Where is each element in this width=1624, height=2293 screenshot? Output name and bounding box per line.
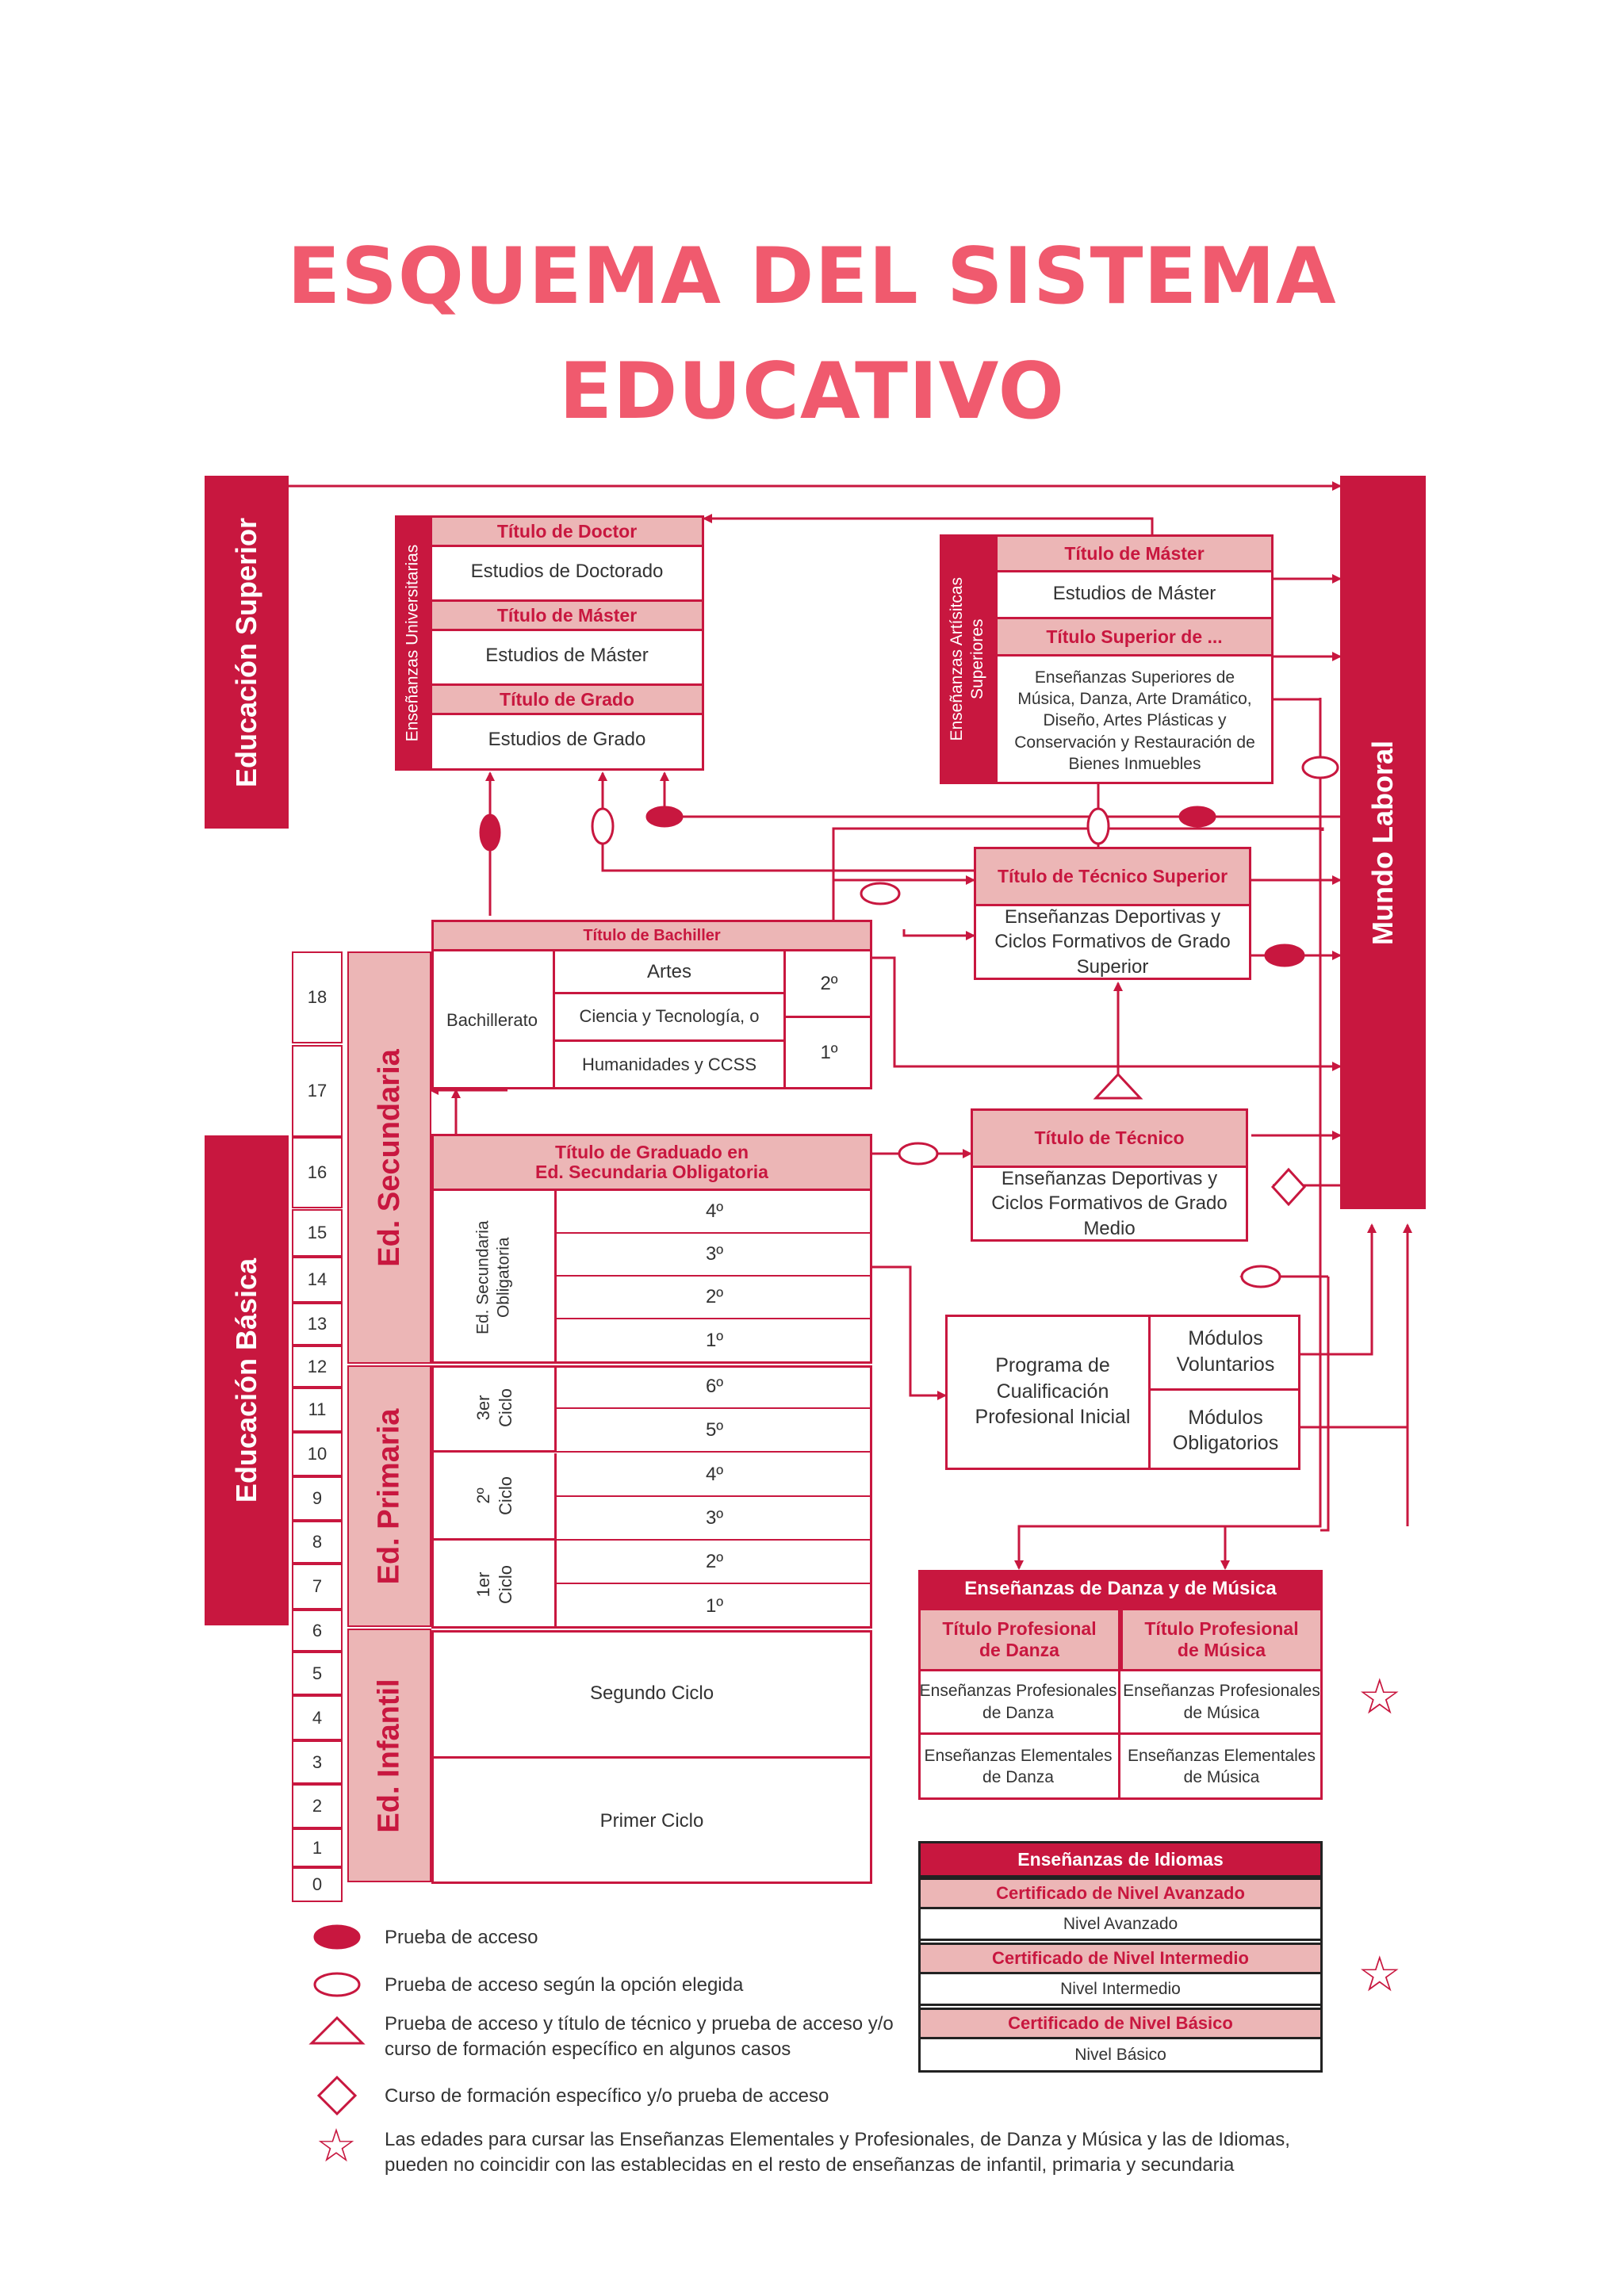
primaria-course: 1º bbox=[705, 1594, 724, 1617]
pcpi-modulos-obligatorios: Módulos Obligatorios bbox=[1148, 1391, 1300, 1470]
age-cell: 4 bbox=[292, 1695, 343, 1740]
primaria-course: 6º bbox=[557, 1365, 872, 1409]
idiomas-certificado: Certificado de Nivel Básico bbox=[918, 2008, 1323, 2039]
bach-course-2: 2º bbox=[783, 951, 872, 1018]
ensenanzas-profesionales-danza: Enseñanzas Profesionales de Danza bbox=[918, 1671, 1120, 1735]
infantil-primer-ciclo: Primer Ciclo bbox=[599, 1810, 704, 1832]
primaria-cycle-line2: Ciclo bbox=[495, 1564, 515, 1604]
idiomas-certificado: Certificado de Nivel Avanzado bbox=[918, 1878, 1323, 1909]
line-tec-sup-route bbox=[603, 847, 979, 871]
titulo-bachiller-header: Título de Bachiller bbox=[431, 920, 872, 951]
mundo-laboral-label: Mundo Laboral bbox=[1366, 740, 1400, 945]
opcion-symbol-pcpi bbox=[1242, 1266, 1280, 1287]
age-cell: 2 bbox=[292, 1784, 343, 1828]
titulo-graduado-line1: Título de Graduado en bbox=[554, 1141, 749, 1162]
line-pcpi-obl bbox=[1300, 1225, 1408, 1427]
ed-secundaria-label: Ed. Secundaria bbox=[372, 1048, 406, 1267]
pcpi-modulos-voluntarios: Módulos Voluntarios bbox=[1148, 1315, 1300, 1391]
triangle-symbol-tecnico bbox=[1096, 1074, 1140, 1098]
ed-primaria-band bbox=[347, 1365, 431, 1627]
age-cell: 8 bbox=[292, 1521, 343, 1564]
line-master-art-to-doctor bbox=[704, 519, 1152, 534]
age-cell: 9 bbox=[292, 1476, 343, 1521]
primaria-course: 4º bbox=[557, 1453, 872, 1497]
ed-infantil-label: Ed. Infantil bbox=[372, 1678, 406, 1833]
tecnico-superior-text: Enseñanzas Deportivas y Ciclos Formativos de Grado Superior bbox=[994, 906, 1231, 978]
primaria-cycle-line1: 1er bbox=[473, 1571, 493, 1597]
bach-option-humanidades: Humanidades y CCSS bbox=[581, 1054, 757, 1074]
educacion-basica-band bbox=[205, 1135, 289, 1625]
idiomas-header: Enseñanzas de Idiomas bbox=[918, 1841, 1323, 1878]
estudios-doctorado: Estudios de Doctorado bbox=[470, 561, 664, 583]
idiomas-nivel: Nivel Intermedio bbox=[918, 1974, 1323, 2006]
ed-primaria-label: Ed. Primaria bbox=[372, 1408, 406, 1584]
universitarias-side-label: Enseñanzas Universitarias bbox=[403, 544, 421, 742]
primaria-course: 2º bbox=[557, 1541, 872, 1584]
age-cell: 18 bbox=[292, 951, 343, 1043]
titulo-master-uni-header: Título de Máster bbox=[430, 599, 704, 631]
infantil-segundo-ciclo: Segundo Ciclo bbox=[431, 1630, 872, 1759]
ed-secundaria-band bbox=[347, 951, 431, 1364]
page-title-line2: EDUCATIVO bbox=[559, 346, 1065, 437]
titulo-grado-header: Título de Grado bbox=[430, 683, 704, 715]
artisticas-side-label-2: Superiores bbox=[968, 618, 987, 700]
age-cell: 16 bbox=[292, 1137, 343, 1208]
age-cell: 15 bbox=[292, 1209, 343, 1257]
opcion-symbol-grado bbox=[592, 809, 613, 844]
pcpi-label: Programa de Cualificación Profesional Inicial bbox=[975, 1354, 1131, 1429]
ensenanzas-elementales-musica: Enseñanzas Elementales de Música bbox=[1128, 1746, 1316, 1786]
ensenanzas-superiores-text: Enseñanzas Superiores de Música, Danza, Arte Dramático, Diseño, Artes Plásticas y Conservación y Restauración de Bienes Inmuebles bbox=[1014, 668, 1255, 773]
tecnico-text: Enseñanzas Deportivas y Ciclos Formativos de Grado Medio bbox=[991, 1168, 1228, 1239]
tecnico-header: Título de Técnico bbox=[971, 1108, 1248, 1168]
idiomas-nivel: Nivel Avanzado bbox=[918, 1909, 1323, 1941]
primaria-cycle-line2: Ciclo bbox=[495, 1388, 515, 1427]
bach-course-1: 1º bbox=[783, 1018, 872, 1088]
primaria-cycle-line1: 2º bbox=[473, 1487, 493, 1504]
primaria-course: 3º bbox=[557, 1497, 872, 1541]
eso-side-line1: Ed. Secundaria bbox=[473, 1220, 492, 1334]
legend-triangulo-text: Prueba de acceso y título de técnico y prueba de acceso y/o curso de formación específico en algunos casos bbox=[385, 2013, 894, 2061]
titulo-graduado-line2: Ed. Secundaria Obligatoria bbox=[535, 1162, 768, 1182]
line-pcpi-vol bbox=[1300, 1225, 1372, 1354]
prueba-acceso-symbol-art2 bbox=[1180, 807, 1215, 826]
educacion-basica-label: Educación Básica bbox=[230, 1258, 263, 1503]
educacion-superior-band bbox=[205, 476, 289, 829]
primaria-course: 5º bbox=[557, 1409, 872, 1453]
titulo-graduado-header bbox=[431, 1134, 872, 1191]
page-title-line1: ESQUEMA DEL SISTEMA bbox=[287, 232, 1337, 322]
star-icon-idiomas: ☆ bbox=[1358, 1947, 1402, 2002]
age-cell: 3 bbox=[292, 1740, 343, 1784]
age-cell: 12 bbox=[292, 1346, 343, 1388]
opcion-symbol-art bbox=[1088, 809, 1109, 844]
primaria-cycle-label-box bbox=[434, 1453, 557, 1541]
legend-star-icon: ☆ bbox=[316, 2120, 357, 2172]
legend-prueba-symbol bbox=[315, 1926, 359, 1948]
bachillerato-label: Bachillerato bbox=[431, 951, 555, 1089]
star-icon-danza: ☆ bbox=[1358, 1670, 1402, 1725]
opcion-symbol-eso bbox=[899, 1143, 937, 1164]
age-cell: 1 bbox=[292, 1828, 343, 1867]
danza-musica-header: Enseñanzas de Danza y de Música bbox=[918, 1570, 1323, 1608]
legend-estrella-text: Las edades para cursar las Enseñanzas Elementales y Profesionales, de Danza y Música y las de Idiomas, pueden no coincidir con las establecidas en el resto de enseñanzas de infantil, primaria y secundaria bbox=[385, 2129, 1290, 2176]
age-cell: 11 bbox=[292, 1388, 343, 1432]
titulo-profesional-musica: Título Profesional de Música bbox=[1120, 1608, 1323, 1671]
ensenanzas-elementales-danza: Enseñanzas Elementales de Danza bbox=[918, 1735, 1120, 1798]
line-bach-to-tecsup bbox=[904, 929, 974, 936]
primaria-cycle-label-box bbox=[434, 1365, 557, 1453]
educacion-superior-label: Educación Superior bbox=[230, 517, 263, 787]
idiomas-nivel: Nivel Básico bbox=[1074, 2046, 1166, 2065]
legend-triangle-symbol bbox=[312, 2018, 362, 2043]
age-cell: 10 bbox=[292, 1432, 343, 1476]
titulo-profesional-danza: Título Profesional de Danza bbox=[918, 1608, 1120, 1671]
titulo-master-art-header: Título de Máster bbox=[995, 534, 1274, 572]
opcion-symbol-art-sup bbox=[1303, 757, 1338, 778]
line-eso-to-pcpi bbox=[871, 1267, 945, 1395]
idiomas-certificado: Certificado de Nivel Intermedio bbox=[918, 1943, 1323, 1974]
primaria-cycle-line1: 3er bbox=[473, 1395, 493, 1421]
titulo-superior-header: Título Superior de ... bbox=[995, 617, 1274, 657]
age-cell: 14 bbox=[292, 1257, 343, 1303]
rombo-symbol-tecnico bbox=[1273, 1169, 1304, 1204]
ensenanzas-profesionales-musica: Enseñanzas Profesionales de Música bbox=[1120, 1671, 1323, 1735]
age-cell: 5 bbox=[292, 1652, 343, 1695]
eso-course-3: 3º bbox=[557, 1234, 872, 1277]
tecnico-superior-header: Título de Técnico Superior bbox=[974, 847, 1251, 906]
estudios-master-uni: Estudios de Máster bbox=[485, 645, 649, 667]
eso-course-2: 2º bbox=[557, 1277, 872, 1319]
age-cell: 7 bbox=[292, 1564, 343, 1610]
artisticas-side-label-1: Enseñanzas Artísitcas bbox=[947, 577, 966, 741]
bach-option-artes: Artes bbox=[555, 951, 783, 994]
legend-rombo-text: Curso de formación específico y/o prueba de acceso bbox=[385, 2085, 829, 2107]
age-cell: 6 bbox=[292, 1610, 343, 1652]
artisticas-side bbox=[940, 534, 995, 784]
eso-side-label-box bbox=[434, 1191, 557, 1364]
age-cell: 0 bbox=[292, 1867, 343, 1902]
primaria-cycle-line2: Ciclo bbox=[495, 1476, 515, 1515]
prueba-acceso-symbol-art bbox=[647, 807, 682, 826]
age-cell: 13 bbox=[292, 1303, 343, 1346]
bach-option-ciencia: Ciencia y Tecnología, o bbox=[555, 994, 783, 1042]
mundo-laboral-band bbox=[1340, 476, 1426, 1209]
eso-side-line2: Obligatoria bbox=[494, 1237, 513, 1318]
age-cell: 17 bbox=[292, 1045, 343, 1137]
eso-course-1: 1º bbox=[705, 1330, 724, 1352]
estudios-grado: Estudios de Grado bbox=[488, 729, 646, 751]
titulo-doctor-header: Título de Doctor bbox=[430, 515, 704, 547]
legend-opcion-text: Prueba de acceso según la opción elegida bbox=[385, 1974, 744, 1996]
prueba-acceso-symbol-grado bbox=[481, 815, 500, 850]
prueba-acceso-symbol-tecsup bbox=[1266, 945, 1304, 966]
ed-infantil-band bbox=[347, 1629, 431, 1882]
estudios-master-art: Estudios de Máster bbox=[1052, 583, 1216, 605]
eso-course-4: 4º bbox=[557, 1191, 872, 1234]
primaria-cycle-label-box bbox=[434, 1541, 557, 1628]
legend-opcion-symbol bbox=[315, 1973, 359, 1996]
legend-prueba-text: Prueba de acceso bbox=[385, 1927, 538, 1948]
legend-rombo-symbol bbox=[319, 2077, 355, 2114]
opcion-symbol-tecsup bbox=[861, 883, 899, 904]
universitarias-side bbox=[395, 515, 430, 771]
